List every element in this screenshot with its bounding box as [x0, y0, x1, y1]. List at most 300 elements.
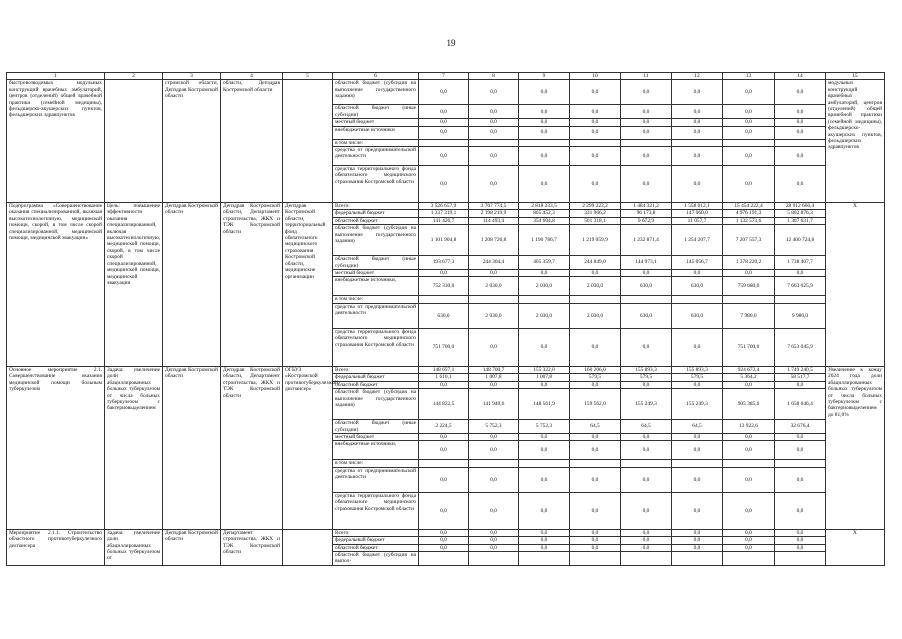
value-cell: 0,0	[672, 166, 723, 203]
funding-source: местный бюджет	[333, 119, 419, 126]
value-cell: 1 610,1	[419, 374, 469, 381]
value-cell: 155 893,3	[672, 366, 723, 373]
value-cell	[469, 551, 519, 565]
column-number: 8	[469, 73, 519, 80]
value-cell: 0,0	[570, 492, 621, 529]
value-cell: 0,0	[469, 381, 519, 388]
value-cell: 0,0	[672, 537, 723, 544]
executor-cell: Депздрав Костромской области	[163, 366, 221, 529]
value-cell: 0,0	[775, 166, 826, 203]
value-cell	[469, 460, 519, 467]
value-cell: 0,0	[775, 270, 826, 277]
value-cell: 630,0	[621, 303, 672, 328]
value-cell: 0,0	[621, 105, 672, 119]
funding-source: областной бюджет	[333, 544, 419, 551]
goal-cell	[105, 80, 163, 203]
value-cell: 2 030,0	[519, 277, 570, 296]
column-number: 7	[419, 73, 469, 80]
value-cell: 0,0	[570, 537, 621, 544]
funding-source: федеральный бюджет	[333, 374, 419, 381]
value-cell: 0,0	[672, 270, 723, 277]
column-number: 14	[775, 73, 826, 80]
value-cell: 865 452,3	[519, 210, 570, 217]
value-cell: 0,0	[469, 467, 519, 492]
result-cell: X	[826, 203, 885, 367]
page-number: 19	[446, 38, 456, 48]
value-cell: 5 752,3	[519, 420, 570, 434]
value-cell: 7 980,0	[723, 303, 775, 328]
value-cell: 155 893,3	[621, 366, 672, 373]
program-name: Основное мероприятие 2.1. Совершенствование оказания медицинской помощи больным туберкулезом	[7, 366, 105, 529]
value-cell	[672, 460, 723, 467]
value-cell	[621, 139, 672, 146]
value-cell: 141 940,6	[469, 389, 519, 420]
funding-source: федеральный бюджет	[333, 210, 419, 217]
value-cell: 0,0	[621, 441, 672, 460]
value-cell: 0,0	[570, 270, 621, 277]
value-cell: 96 173,8	[621, 210, 672, 217]
value-cell: 0,0	[469, 492, 519, 529]
value-cell: 0,0	[469, 433, 519, 440]
value-cell	[723, 296, 775, 303]
funding-source: внебюджетные источники	[333, 126, 419, 139]
value-cell: 1 337 319,1	[419, 210, 469, 217]
value-cell: 759 680,0	[723, 277, 775, 296]
value-cell: 2 030,0	[570, 277, 621, 296]
value-cell: 0,0	[570, 126, 621, 139]
value-cell: 0,0	[775, 119, 826, 126]
value-cell	[672, 296, 723, 303]
value-cell: 0,0	[723, 381, 775, 388]
value-cell: 0,0	[570, 381, 621, 388]
value-cell: 0,0	[519, 270, 570, 277]
value-cell: 0,0	[672, 441, 723, 460]
value-cell: 0,0	[672, 381, 723, 388]
value-cell: 155 249,3	[621, 389, 672, 420]
coexecutor-cell: Департамент строительства, ЖКХ и ТЭК Костромской области	[221, 529, 283, 565]
value-cell: 630,0	[672, 303, 723, 328]
value-cell: 1 219 059,9	[570, 225, 621, 256]
value-cell: 0,0	[419, 492, 469, 529]
value-cell: 0,0	[775, 126, 826, 139]
value-cell: 0,0	[519, 381, 570, 388]
value-cell: 0,0	[419, 147, 469, 166]
value-cell: 0,0	[519, 126, 570, 139]
funding-source: областной бюджет (иные субсидии)	[333, 420, 419, 434]
value-cell: 1 007,8	[519, 374, 570, 381]
value-cell	[672, 139, 723, 146]
value-cell: 0,0	[469, 105, 519, 119]
value-cell: 160 206,0	[570, 366, 621, 373]
budget-table	[6, 72, 885, 566]
column-number: 12	[672, 73, 723, 80]
value-cell: 0,0	[419, 381, 469, 388]
column-number: 13	[723, 73, 775, 80]
value-cell: 0,0	[621, 492, 672, 529]
funding-source: средства от предпринимательской деятельности	[333, 147, 419, 166]
value-cell: 630,0	[419, 303, 469, 328]
value-cell	[723, 460, 775, 467]
funding-source: Всего:	[333, 366, 419, 373]
column-number: 15	[826, 73, 885, 80]
value-cell	[775, 460, 826, 467]
value-cell: 0,0	[469, 80, 519, 105]
value-cell: 11 057,7	[672, 217, 723, 224]
funding-source: в том числе:	[333, 460, 419, 467]
value-cell: 2 198 219,9	[469, 210, 519, 217]
value-cell: 0,0	[621, 328, 672, 366]
value-cell: 2 299 223,2	[570, 203, 621, 210]
value-cell: 0,0	[775, 441, 826, 460]
value-cell: 0,0	[519, 147, 570, 166]
value-cell: 1 738 407,7	[775, 256, 826, 270]
value-cell: 141 426,7	[419, 217, 469, 224]
value-cell	[469, 296, 519, 303]
value-cell	[672, 551, 723, 565]
value-cell	[775, 139, 826, 146]
value-cell: 0,0	[570, 467, 621, 492]
value-cell: 244 849,0	[570, 256, 621, 270]
result-cell: модульных конструкций врачебных амбулаторий, центров (отделений) общей врачебной практики (семейной медицины), фельдшерско-акушерских пунктов, фельдшерских здравпунктов	[826, 80, 885, 203]
funding-source: внебюджетные источники,	[333, 441, 419, 460]
value-cell: 0,0	[519, 492, 570, 529]
value-cell: 0,0	[723, 119, 775, 126]
value-cell: 0,0	[672, 147, 723, 166]
value-cell: 0,0	[775, 105, 826, 119]
value-cell	[419, 460, 469, 467]
funding-source: областной бюджет	[333, 217, 419, 224]
value-cell: 145 056,7	[672, 256, 723, 270]
value-cell: 579,5	[672, 374, 723, 381]
value-cell: 148 700,7	[469, 366, 519, 373]
value-cell: 1 190 786,7	[519, 225, 570, 256]
table-row	[7, 529, 885, 536]
program-name: Подпрограмма «Совершенствование оказания специализированной, включая высокотехнологичную, медицинской помощи, скорой, в том числе скорой специализированной, медицинской помощи, медицинской эвакуации»	[7, 203, 105, 367]
value-cell: 0,0	[775, 529, 826, 536]
value-cell: 1 007,8	[469, 374, 519, 381]
column-number: 2	[105, 73, 163, 80]
value-cell: 159 562,0	[570, 389, 621, 420]
value-cell: 0,0	[519, 544, 570, 551]
value-cell: 0,0	[570, 147, 621, 166]
value-cell: 924 672,4	[723, 366, 775, 373]
funding-source: областной бюджет (субсидия на выполнение государственного задания)	[333, 80, 419, 105]
table-row	[7, 80, 885, 105]
funding-source: внебюджетные источники,	[333, 277, 419, 296]
value-cell: 2 224,5	[419, 420, 469, 434]
result-cell: Увеличение к концу 2024 года доли абациллированных больных туберкулезом от числа больных туберкулезом с бактериовыделением до 81,0%	[826, 366, 885, 529]
value-cell	[570, 460, 621, 467]
value-cell: 0,0	[621, 147, 672, 166]
value-cell: 1 749 240,5	[775, 366, 826, 373]
column-number: 10	[570, 73, 621, 80]
funding-source: областной бюджет (иные субсидии)	[333, 256, 419, 270]
value-cell: 0,0	[419, 119, 469, 126]
value-cell: 630,0	[672, 277, 723, 296]
funding-source: средства от предпринимательской деятельности	[333, 303, 419, 328]
value-cell: 144 822,5	[419, 389, 469, 420]
value-cell: 0,0	[621, 433, 672, 440]
value-cell: 0,0	[419, 544, 469, 551]
value-cell: 0,0	[672, 544, 723, 551]
value-cell: 0,0	[621, 119, 672, 126]
funding-source: федеральный бюджет	[333, 537, 419, 544]
funding-source: областной бюджет (субсидия на выполнение государственного задания)	[333, 389, 419, 420]
value-cell: 155 249,3	[672, 389, 723, 420]
coexecutor-cell: Депздрав Костромской области, Департамент строительства, ЖКХ и ТЭК Костромской области	[221, 366, 283, 529]
value-cell: 58 517,7	[775, 374, 826, 381]
value-cell: 0,0	[469, 126, 519, 139]
value-cell: 0,0	[570, 105, 621, 119]
funding-source: Всего:	[333, 203, 419, 210]
value-cell: 0,0	[775, 80, 826, 105]
value-cell: 0,0	[469, 147, 519, 166]
value-cell: 0,0	[469, 537, 519, 544]
value-cell	[469, 139, 519, 146]
value-cell: 1 484 321,2	[621, 203, 672, 210]
value-cell: 579,5	[621, 374, 672, 381]
value-cell: 0,0	[469, 270, 519, 277]
value-cell: 0,0	[723, 126, 775, 139]
value-cell: 155 322,0	[519, 366, 570, 373]
value-cell: 1 208 726,8	[469, 225, 519, 256]
value-cell: 1 132 573,6	[723, 217, 775, 224]
executor-cell: Депздрав Костромской области	[163, 529, 221, 565]
value-cell: 2 030,0	[570, 303, 621, 328]
value-cell	[419, 139, 469, 146]
value-cell: 0,0	[672, 105, 723, 119]
value-cell: 0,0	[672, 80, 723, 105]
funding-source: средства территориального фонда обязательного медицинского страхования Костромской области	[333, 328, 419, 366]
value-cell: 0,0	[519, 537, 570, 544]
value-cell: 0,0	[723, 80, 775, 105]
value-cell: 3 526 657,9	[419, 203, 469, 210]
value-cell	[570, 551, 621, 565]
value-cell: 0,0	[570, 529, 621, 536]
value-cell: 1 658 046,4	[775, 389, 826, 420]
value-cell: 114 493,4	[469, 217, 519, 224]
value-cell	[419, 551, 469, 565]
value-cell: 579,5	[570, 374, 621, 381]
funding-source: Всего:	[333, 529, 419, 536]
value-cell: 12 400 724,8	[775, 225, 826, 256]
value-cell: 9 672,9	[621, 217, 672, 224]
executor-cell: стромской области, Депздрав Костромской области	[163, 80, 221, 203]
funding-source: областной бюджет (субсидия на выполнение государственного задания)	[333, 225, 419, 256]
value-cell: 13 922,6	[723, 420, 775, 434]
value-cell: 0,0	[672, 433, 723, 440]
value-cell: 28 912 666,4	[775, 203, 826, 210]
value-cell: 0,0	[419, 529, 469, 536]
value-cell: 0,0	[469, 544, 519, 551]
value-cell: 244 304,4	[469, 256, 519, 270]
value-cell: 0,0	[621, 270, 672, 277]
goal-cell: Задача: увеличение доли абациллированных больных туберкулезом от	[105, 529, 163, 565]
value-cell: 147 060,0	[672, 210, 723, 217]
value-cell: 0,0	[775, 467, 826, 492]
value-cell: 64,5	[621, 420, 672, 434]
value-cell	[570, 296, 621, 303]
value-cell: 0,0	[621, 537, 672, 544]
value-cell: 3 767 774,5	[469, 203, 519, 210]
value-cell	[621, 296, 672, 303]
value-cell: 0,0	[519, 105, 570, 119]
value-cell	[621, 551, 672, 565]
value-cell: 0,0	[519, 328, 570, 366]
value-cell: 0,0	[519, 529, 570, 536]
value-cell: 0,0	[519, 166, 570, 203]
value-cell: 64,5	[570, 420, 621, 434]
value-cell: 0,0	[672, 529, 723, 536]
program-name: Мероприятие 2.1.1. Строительство областного противотуберкулезного диспансера	[7, 529, 105, 565]
value-cell: 5 752,3	[469, 420, 519, 434]
value-cell: 0,0	[775, 433, 826, 440]
value-cell: 148 657,1	[419, 366, 469, 373]
value-cell: 0,0	[519, 433, 570, 440]
column-number: 6	[333, 73, 419, 80]
value-cell: 630,0	[621, 277, 672, 296]
value-cell: 331 966,2	[570, 210, 621, 217]
value-cell: 752 330,0	[419, 277, 469, 296]
value-cell: 0,0	[469, 529, 519, 536]
value-cell	[519, 296, 570, 303]
table-row	[7, 203, 885, 210]
value-cell: 0,0	[419, 166, 469, 203]
value-cell: 32 676,4	[775, 420, 826, 434]
value-cell: 0,0	[723, 147, 775, 166]
value-cell: 0,0	[419, 80, 469, 105]
header-row	[7, 73, 885, 80]
funding-source: местный бюджет	[333, 270, 419, 277]
value-cell: 751 700,0	[419, 328, 469, 366]
value-cell: 1 254 207,7	[672, 225, 723, 256]
value-cell: 7 207 557,3	[723, 225, 775, 256]
participant-cell	[283, 529, 333, 565]
value-cell: 1 558 012,1	[672, 203, 723, 210]
value-cell: 0,0	[723, 492, 775, 529]
value-cell	[519, 139, 570, 146]
value-cell: 0,0	[469, 441, 519, 460]
coexecutor-cell: Депздрав Костромской области, Департамент строительства, ЖКХ и ТЭК Костромской области	[221, 203, 283, 367]
funding-source: в том числе:	[333, 296, 419, 303]
value-cell: 0,0	[570, 80, 621, 105]
value-cell: 0,0	[621, 544, 672, 551]
value-cell: 0,0	[519, 119, 570, 126]
value-cell: 0,0	[775, 147, 826, 166]
value-cell: 0,0	[419, 105, 469, 119]
value-cell: 1 378 220,2	[723, 256, 775, 270]
participant-cell	[283, 80, 333, 203]
value-cell	[775, 296, 826, 303]
value-cell: 0,0	[419, 467, 469, 492]
executor-cell: Депздрав Костромской области	[163, 203, 221, 367]
column-number: 4	[221, 73, 283, 80]
value-cell: 0,0	[419, 537, 469, 544]
value-cell: 1 101 904,8	[419, 225, 469, 256]
value-cell: 0,0	[570, 433, 621, 440]
value-cell: 0,0	[570, 441, 621, 460]
value-cell: 0,0	[672, 492, 723, 529]
value-cell: 501 318,1	[570, 217, 621, 224]
value-cell	[775, 551, 826, 565]
value-cell: 405 359,7	[519, 256, 570, 270]
goal-cell: Задача: увеличение доли абациллированных больных туберкулезом от числа больных туберкулезом с бактериовыделением	[105, 366, 163, 529]
value-cell	[570, 139, 621, 146]
funding-source: местный бюджет	[333, 433, 419, 440]
value-cell: 15 454 222,4	[723, 203, 775, 210]
value-cell: 0,0	[672, 467, 723, 492]
value-cell: 354 604,8	[519, 217, 570, 224]
value-cell: 0,0	[775, 492, 826, 529]
value-cell: 193 677,3	[419, 256, 469, 270]
value-cell: 1 307 631,7	[775, 217, 826, 224]
column-number: 1	[7, 73, 105, 80]
value-cell: 0,0	[419, 126, 469, 139]
value-cell: 9 980,0	[775, 303, 826, 328]
value-cell: 148 561,9	[519, 389, 570, 420]
value-cell: 0,0	[723, 537, 775, 544]
value-cell: 1 232 871,4	[621, 225, 672, 256]
participant-cell: ОГБУЗ «Костромской противотуберкулезный диспансер»	[283, 366, 333, 529]
goal-cell: Цель: повышение эффективности оказания специализированной, включая высокотехнологичную, медицинской помощи, скорой, в том числе скорой специализированной, медицинской помощи, медицинской эвакуации	[105, 203, 163, 367]
value-cell: 0,0	[621, 166, 672, 203]
value-cell: 0,0	[419, 441, 469, 460]
value-cell: 905 385,6	[723, 389, 775, 420]
table-row	[7, 366, 885, 373]
value-cell: 0,0	[723, 166, 775, 203]
column-number: 3	[163, 73, 221, 80]
value-cell: 0,0	[469, 119, 519, 126]
value-cell: 0,0	[570, 166, 621, 203]
value-cell: 5 364,2	[723, 374, 775, 381]
value-cell	[621, 460, 672, 467]
value-cell: 0,0	[723, 270, 775, 277]
value-cell: 2 030,0	[469, 303, 519, 328]
value-cell: 2 818 233,5	[519, 203, 570, 210]
value-cell: 0,0	[419, 270, 469, 277]
funding-source: областной бюджет	[333, 381, 419, 388]
value-cell: 0,0	[469, 328, 519, 366]
value-cell	[723, 551, 775, 565]
value-cell: 0,0	[570, 328, 621, 366]
value-cell	[419, 296, 469, 303]
value-cell: 64,5	[672, 420, 723, 434]
funding-source: в том числе:	[333, 139, 419, 146]
value-cell: 7 663 025,9	[775, 277, 826, 296]
value-cell: 0,0	[672, 119, 723, 126]
value-cell: 0,0	[723, 105, 775, 119]
value-cell: 2 030,0	[519, 303, 570, 328]
coexecutor-cell: области, Депздрав Костромской области	[221, 80, 283, 203]
program-name: быстровозводимых модульных конструкций врачебных амбулаторий, центров (отделений) общей врачебной практики (семейной медицины), фельдшерско-акушерских пунктов, фельдшерских здравпунктов	[7, 80, 105, 203]
value-cell: 0,0	[775, 544, 826, 551]
value-cell: 0,0	[723, 467, 775, 492]
value-cell: 0,0	[621, 467, 672, 492]
value-cell: 0,0	[621, 80, 672, 105]
value-cell: 751 700,0	[723, 328, 775, 366]
value-cell: 4 976 191,3	[723, 210, 775, 217]
value-cell: 0,0	[723, 441, 775, 460]
value-cell: 0,0	[570, 544, 621, 551]
funding-source: средства территориального фонда обязательного медицинского страхования Костромской области	[333, 492, 419, 529]
value-cell: 0,0	[621, 529, 672, 536]
value-cell	[519, 551, 570, 565]
value-cell: 0,0	[672, 328, 723, 366]
value-cell: 0,0	[519, 80, 570, 105]
value-cell: 0,0	[419, 433, 469, 440]
value-cell: 0,0	[775, 381, 826, 388]
funding-source: областной бюджет (иные субсидии)	[333, 105, 419, 119]
